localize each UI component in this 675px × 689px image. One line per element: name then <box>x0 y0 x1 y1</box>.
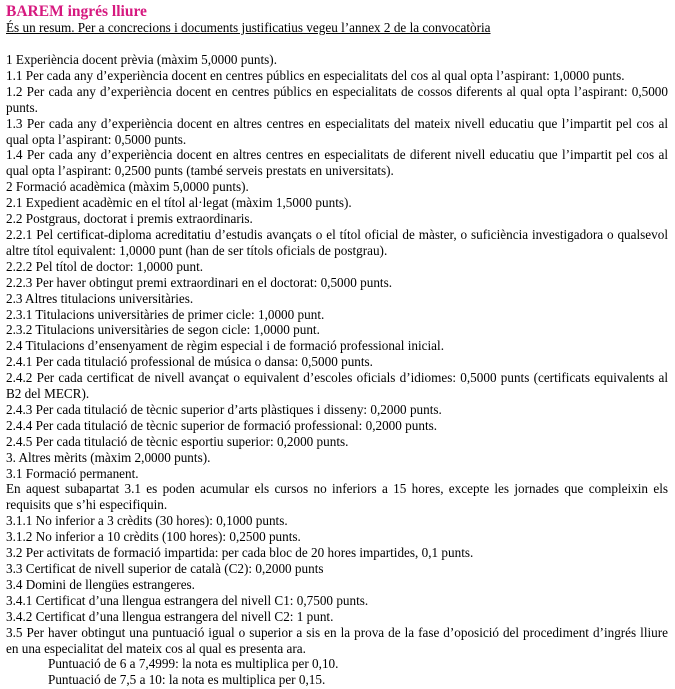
barem-line: 2.2.1 Pel certificat-diploma acreditatiu d’estudis avançats o el títol oficial de màster, o suficiència investigadora o qualsevol altre títol equivalent: 1,0000 punt (han de ser títols oficials de postgrau). <box>6 226 668 258</box>
barem-line: 3.5 Per haver obtingut una puntuació igual o superior a sis en la prova de la fase d’oposició del procediment d’ingrés lliure en una especialitat del mateix cos al qual es presenta ara. <box>6 624 668 656</box>
barem-line: 2.2 Postgraus, doctorat i premis extraordinaris. <box>6 211 253 227</box>
barem-line: 3. Altres mèrits (màxim 2,0000 punts). <box>6 449 211 465</box>
barem-indented-line: Puntuació de 7,5 a 10: la nota es multiplica per 0,15. <box>48 672 326 688</box>
barem-line: 1.4 Per cada any d’experiència docent en altres centres en especialitats de diferent nivell educatiu que l’impartit pel cos al qual opta l’aspirant: 0,2500 punts (també serveis prestats en universitats). <box>6 147 668 179</box>
barem-line: 1.3 Per cada any d’experiència docent en altres centres en especialitats del mateix nivell educatiu que l’impartit pel cos al qual opta l’aspirant: 0,5000 punts. <box>6 115 668 147</box>
barem-line: 2.3.1 Titulacions universitàries de primer cicle: 1,0000 punt. <box>6 306 325 322</box>
barem-line: 3.2 Per activitats de formació impartida: per cada bloc de 20 hores impartides, 0,1 punts. <box>6 545 474 561</box>
barem-line: 2.4.5 Per cada titulació de tècnic esportiu superior: 0,2000 punts. <box>6 433 349 449</box>
barem-line: 3.3 Certificat de nivell superior de català (C2): 0,2000 punts <box>6 561 324 576</box>
barem-line: 3.4.2 Certificat d’una llengua estrangera del nivell C2: 1 punt. <box>6 608 334 624</box>
barem-line: 2.4.1 Per cada titulació professional de música o dansa: 0,5000 punts. <box>6 354 373 370</box>
barem-line: 1.2 Per cada any d’experiència docent en centres públics en especialitats de cossos diferents al qual opta l’aspirant: 0,5000 punts. <box>6 83 668 115</box>
document-title: BAREM ingrés lliure <box>6 3 147 20</box>
barem-line: 1 Experiència docent prèvia (màxim 5,0000 punts). <box>6 52 277 67</box>
barem-line: 2.3.2 Titulacions universitàries de segon cicle: 1,0000 punt. <box>6 322 320 338</box>
barem-line: 2.4.2 Per cada certificat de nivell avançat o equivalent d’escoles oficials d’idiomes: 0,5000 punts (certificats equivalents al B2 del MECR). <box>6 370 668 402</box>
barem-indented-line: Puntuació de 6 a 7,4999: la nota es multiplica per 0,10. <box>48 656 339 672</box>
barem-line: 3.1.1 No inferior a 3 crèdits (30 hores): 0,1000 punts. <box>6 513 288 529</box>
barem-line: 1.1 Per cada any d’experiència docent en centres públics en especialitats del cos al qual opta l’aspirant: 1,0000 punts. <box>6 67 625 83</box>
barem-line: 2.4.3 Per cada titulació de tècnic superior d’arts plàstiques i disseny: 0,2000 punts. <box>6 401 442 417</box>
barem-line: 3.1.2 No inferior a 10 crèdits (100 hores): 0,2500 punts. <box>6 529 301 545</box>
barem-line: 3.1 Formació permanent. <box>6 465 139 481</box>
barem-line: 2.4 Titulacions d’ensenyament de règim especial i de formació professional inicial. <box>6 338 445 354</box>
barem-line: En aquest subapartat 3.1 es poden acumular els cursos no inferiors a 15 hores, excepte les jornades que compleixin els requisits que s’hi especifiquin. <box>6 481 668 513</box>
barem-line: 2.3 Altres titulacions universitàries. <box>6 290 194 306</box>
barem-line: 3.4.1 Certificat d’una llengua estrangera del nivell C1: 0,7500 punts. <box>6 592 369 608</box>
barem-line: 2.4.4 Per cada titulació de tècnic superior de formació professional: 0,2000 punts. <box>6 417 438 433</box>
barem-line: 3.4 Domini de llengües estrangeres. <box>6 576 195 592</box>
barem-line: 2.2.2 Pel títol de doctor: 1,0000 punt. <box>6 258 204 274</box>
barem-content <box>6 52 668 688</box>
barem-line: 2.2.3 Per haver obtingut premi extraordinari en el doctorat: 0,5000 punts. <box>6 274 393 290</box>
barem-line: 2 Formació acadèmica (màxim 5,0000 punts). <box>6 179 249 195</box>
barem-line: 2.1 Expedient acadèmic en el títol al·legat (màxim 1,5000 punts). <box>6 195 352 211</box>
document-page <box>6 3 668 688</box>
document-subtitle: És un resum. Per a concrecions i documents justificatius vegeu l’annex 2 de la convocatòria <box>6 20 491 35</box>
